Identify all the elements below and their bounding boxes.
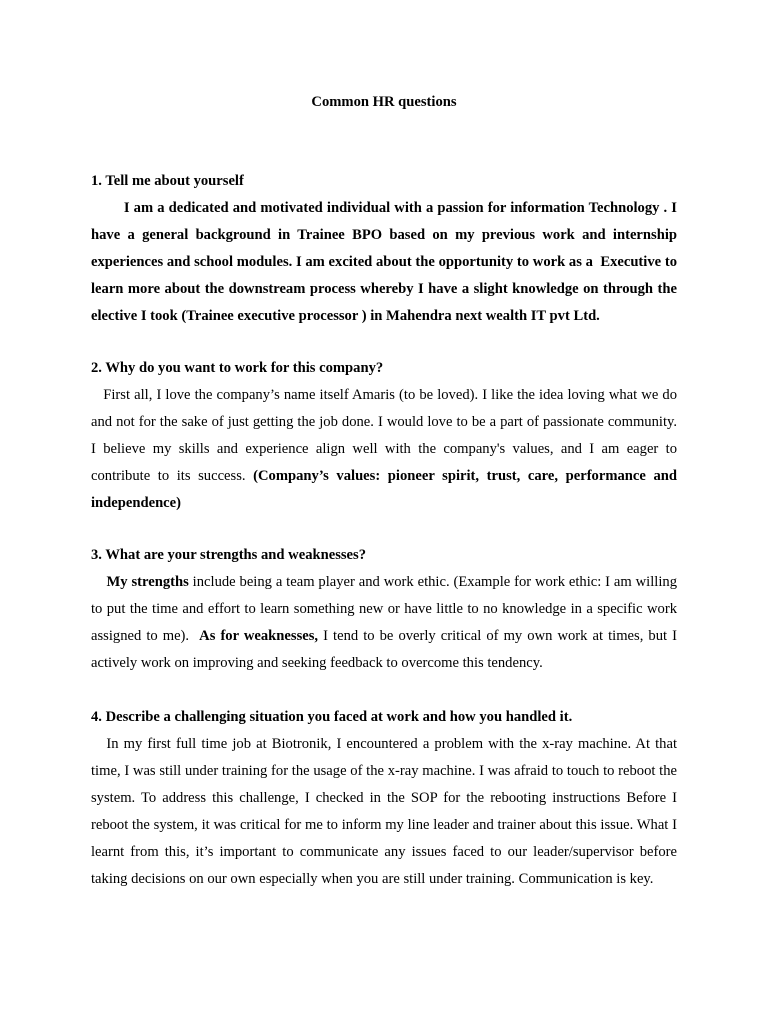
company-values-text: (Company’s values: pioneer spirit, trust, care, performance and independence) — [91, 468, 681, 511]
weaknesses-label: As for weaknesses, — [199, 628, 319, 644]
answer-text: In my first full time job at Biotronik, I encountered a problem with the x-ray machine. At that time, I was still under training for the usage of the x-ray machine. I was afraid to touch to reboot the system. To address this challenge, I checked in the SOP for the rebooting instructions Before I reboot the system, it was critical for me to inform my line leader and trainer about this issue. What I learnt from this, it’s important to communicate any issues faced to our leader/supervisor before taking decisions on our own especially when you are still under training. Communication is key. — [91, 736, 681, 887]
answer-paragraph — [91, 731, 681, 893]
answer-text: First all, I love the company’s name itself Amaris (to be loved). I like the idea loving what we do and not for the sake of just getting the job done. I would love to be a part of passionate community. I believe my skills and experience align well with the company's values, and I am eager to contribute to its success. — [91, 387, 681, 484]
answer-text: I am a dedicated and motivated individual with a passion for information Technology . I have a general background in Trainee BPO based on my previous work and internship experiences and school modules. I am excited about the opportunity to work as a Executive to learn more about the downstream process whereby I have a slight knowledge on through the elective I took (Trainee executive processor ) in Mahendra next wealth IT pvt Ltd. — [91, 200, 681, 324]
question-heading: 3. What are your strengths and weaknesses? — [91, 547, 367, 563]
question-heading: 4. Describe a challenging situation you faced at work and how you handled it. — [91, 709, 573, 725]
answer-paragraph — [91, 382, 681, 517]
weaknesses-text: I tend to be overly critical of my own work at times, but I actively work on improving and seeking feedback to overcome this tendency. — [91, 628, 681, 671]
question-section-4 — [91, 704, 681, 893]
question-section-2 — [91, 355, 681, 517]
answer-paragraph — [91, 569, 681, 677]
document-title: Common HR questions — [311, 94, 457, 110]
strengths-label: My strengths — [91, 574, 189, 590]
question-section-3 — [91, 542, 681, 677]
question-heading: 1. Tell me about yourself — [91, 173, 244, 189]
question-heading: 2. Why do you want to work for this company? — [91, 360, 384, 376]
strengths-text: include being a team player and work ethic. (Example for work ethic: I am willing to put the time and effort to learn something new or have little to no knowledge in a specific work assigned to me). — [91, 574, 681, 644]
answer-paragraph — [91, 195, 681, 330]
question-section-1 — [91, 168, 681, 330]
